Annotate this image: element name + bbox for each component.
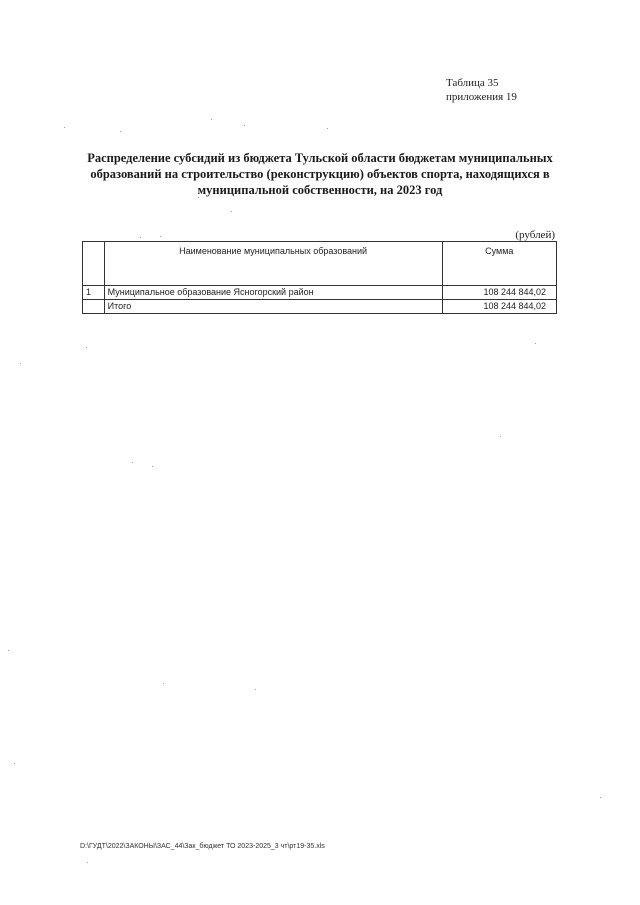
total-label: Итого [104, 300, 442, 314]
row-number: 1 [83, 286, 105, 300]
total-number [83, 300, 105, 314]
row-sum: 108 244 844,02 [442, 286, 556, 300]
header-municipality: Наименование муниципальных образований [104, 242, 442, 286]
table-row [83, 286, 557, 300]
title-line-3: муниципальной собственности, на 2023 год [197, 183, 443, 197]
units-label: (рублей) [515, 229, 555, 241]
total-sum: 108 244 844,02 [442, 300, 556, 314]
appendix-number: приложения 19 [446, 91, 517, 103]
row-municipality: Муниципальное образование Ясногорский район [104, 286, 442, 300]
table-reference [446, 76, 517, 104]
total-row [83, 300, 557, 314]
table-number: Таблица 35 [446, 77, 499, 89]
header-sum: Сумма [442, 242, 556, 286]
document-title [60, 150, 580, 198]
file-path-footer: D:\ГУДТ\2022\ЗАКОНЫ\ЗАС_44\Зак_бюджет ТО 2023-2025_3 чт\рт19-35.xls [80, 843, 325, 850]
table-header-row [83, 242, 557, 286]
header-number [83, 242, 105, 286]
title-line-2: образований на строительство (реконструкцию) объектов спорта, находящихся в [90, 167, 550, 181]
subsidies-table [82, 241, 557, 314]
title-line-1: Распределение субсидий из бюджета Тульской области бюджетам муниципальных [87, 151, 553, 165]
